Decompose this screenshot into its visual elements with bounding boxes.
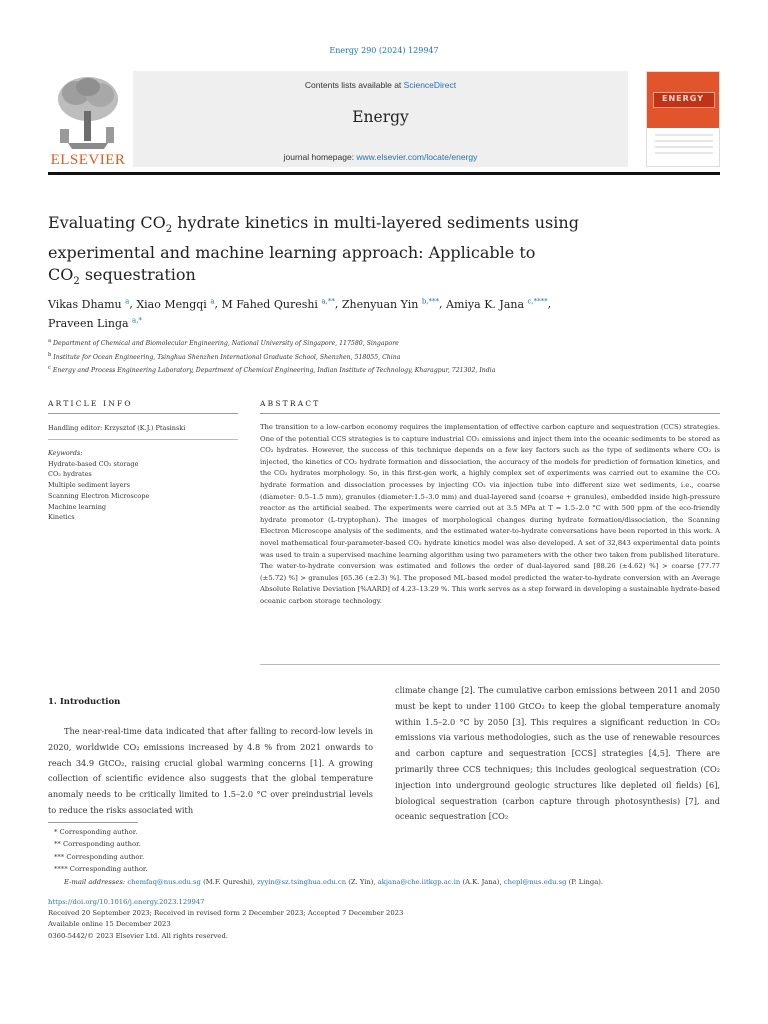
- email-link[interactable]: zyyin@sz.tsinghua.edu.cn: [257, 877, 347, 886]
- author[interactable]: M Fahed Qureshi $^{a,**}$: [221, 297, 335, 311]
- footnote: * Corresponding author.: [54, 828, 138, 836]
- abstract-body: The transition to a low-carbon economy requires the implementation of effective carbon capture and sequestration (CCS) strategies. One of the potential CCS strategies is to capture industrial CO₂ emissions and inject them into the oceanic sediments to be stored as CO₂ hydrates. However, the success of this technique depends on a few key factors such as the type of sediments where CO₂ is injected, the kinetics of CO₂ hydrate formation and dissociation, the accuracy of the models for prediction of formation kinetics, and the CO₂ hydrates morphology. So, in this first-gen work, a highly complex set of experiments was carried out to examine the CO₂ hydrate formation and dissociation processes by injecting CO₂ via injection tube into different size wet sediments, i.e., coarse (diameter: 0.5–1.5 mm), granules (diameter:1.5–3.0 mm) and dual-layered sand (coarse + granules), embedded inside high-pressure reactor as the artificial seabed. The experiments were carried out at 3.5 MPa at T = 1.5–2.0 °C with 500 ppm of the eco-friendly hydrate promotor (L-tryptophan). The images of morphological changes during hydrate formation/dissociation, the Scanning Electron Microscope analysis of the sediments, and the estimated water-to-hydrate conversations have been reported in this work. A novel mathematical four-parameter-based CO₂ hydrate kinetics model was also developed. A set of 32,843 experimental data points was used to train a supervised machine learning algorithm using two parameters with the other two taken from published literature. The water-to-hydrate conversion was estimated and follows the order of dual-layered sand [88.26 (±4.62) %] > coarse [77.77 (±5.72) %] > granules [65.36 (±2.3) %]. The proposed ML-based model predicted the water-to-hydrate conversion with an Average Absolute Relative Deviation [%AARD] of 4.23–13.29 %. This work serves as a step forward in developing a sustainable hydrate-based oceanic carbon storage technology.: [260, 423, 720, 605]
- abstract-heading: ABSTRACT: [260, 399, 321, 408]
- publisher-name: ELSEVIER: [50, 152, 126, 168]
- email-link[interactable]: akjana@che.iitkgp.ac.in: [377, 877, 461, 886]
- keywords-label: Keywords:: [48, 449, 83, 457]
- footnote-divider: [48, 822, 138, 823]
- author[interactable]: Xiao Mengqi $^a$: [136, 297, 215, 311]
- keyword: Scanning Electron Microscope: [48, 491, 150, 500]
- article-info-heading: ARTICLE INFO: [48, 399, 133, 408]
- keyword: Multiple sediment layers: [48, 481, 130, 490]
- journal-title: Energy: [352, 108, 409, 126]
- article-info-divider: [48, 413, 238, 414]
- keywords-block: [48, 448, 238, 523]
- cover-text-lines: [655, 134, 713, 158]
- keyword: CO₂ hydrates: [48, 470, 92, 479]
- cover-title: ENERGY: [662, 94, 704, 103]
- abstract-divider: [260, 413, 720, 414]
- author-list: Vikas Dhamu $^a$, Xiao Mengqi $^a$, M Fahed Qureshi $^{a,**}$, Zhenyuan Yin $^{b,***}$, Amiya K. Jana $^{c,****}$, Praveen Linga $^{a,*}$: [48, 297, 552, 331]
- author[interactable]: Vikas Dhamu $^a$: [48, 297, 130, 311]
- intro-paragraph-right: climate change [2]. The cumulative carbon emissions between 2011 and 2050 must be kept to under 1100 GtCO₂ to keep the global temperature anomaly within 1.5–2.0 °C by 2050 [3]. This requires a significant reduction in CO₂ emissions via various methodologies, such as the use of renewable resources and carbon capture and sequestration [CCS] strategies [4,5]. There are primarily three CCS techniques; this includes geological sequestration (CO₂ injection into underground geologic structures like depleted oil fields) [6], biological sequestration (carbon capture through photosynthesis) [7], and oceanic sequestration [CO₂: [395, 685, 720, 822]
- journal-homepage-line: [133, 152, 628, 162]
- author[interactable]: Amiya K. Jana $^{c,****}$: [446, 297, 548, 311]
- keyword: Hydrate-based CO₂ storage: [48, 459, 139, 468]
- title-line-2: experimental and machine learning approach: Applicable to: [48, 242, 536, 262]
- email-link[interactable]: chemfaq@nus.edu.sg: [127, 877, 201, 886]
- copyright: 0360-5442/© 2023 Elsevier Ltd. All rights reserved.: [48, 931, 228, 940]
- journal-cover-thumbnail[interactable]: [646, 71, 720, 167]
- handling-divider: [48, 439, 238, 440]
- abstract-bottom-divider: [260, 664, 720, 665]
- article-title: [48, 212, 608, 294]
- received-dates: Received 20 September 2023; Received in revised form 2 December 2023; Accepted 7 December 2023: [48, 909, 404, 918]
- section-heading-introduction: 1. Introduction: [48, 697, 121, 707]
- intro-paragraph-left: The near-real-time data indicated that after falling to record-low levels in 2020, worldwide CO₂ emissions increased by 4.8 % from 2021 onwards to reach 34.9 GtCO₂, raising crucial global warming concerns [1]. A growing collection of scientific evidence also suggests that the global temperature anomaly needs to be critically limited to 1.5–2.0 °C over preindustrial levels to reduce the risks associated with: [48, 726, 373, 815]
- footnote: ** Corresponding author.: [54, 840, 141, 849]
- affiliation: $^a$ Department of Chemical and Biomolecular Engineering, National University of Singapore, 117580, Singapore: [48, 338, 399, 348]
- author[interactable]: Praveen Linga $^{a,*}$: [48, 316, 142, 331]
- title-line-3: $CO_2$ sequestration: [48, 265, 196, 288]
- handling-editor: Handling editor: Krzysztof (K.J.) Ptasinski: [48, 424, 186, 432]
- contents-prefix: Contents lists available at: [304, 80, 404, 90]
- keyword: Machine learning: [48, 502, 107, 511]
- homepage-prefix: journal homepage:: [283, 152, 357, 162]
- affiliations: [48, 336, 720, 377]
- footnote: **** Corresponding author.: [54, 865, 148, 874]
- article-metadata: [48, 897, 720, 942]
- affiliation: $^b$ Institute for Ocean Engineering, Tsinghua Shenzhen International Graduate School, Shenzhen, 518055, China: [48, 351, 401, 361]
- email-link[interactable]: chepl@nus.edu.sg: [503, 877, 567, 886]
- footnote: *** Corresponding author.: [54, 852, 145, 861]
- available-online: Available online 15 December 2023: [48, 920, 171, 929]
- contents-line: [133, 80, 628, 90]
- affiliation: $^c$ Energy and Process Engineering Laboratory, Department of Chemical Engineering, Indian Institute of Technology, Kharagpur, 721302, India: [48, 365, 496, 375]
- sciencedirect-link[interactable]: ScienceDirect: [403, 80, 457, 90]
- email-addresses: E-mail addresses: chemfaq@nus.edu.sg (M.F. Qureshi), zyyin@sz.tsinghua.edu.cn (Z. Yin), akjana@che.iitkgp.ac.in (A.K. Jana), chepl@nus.edu.sg (P. Linga).: [64, 877, 604, 886]
- author[interactable]: Zhenyuan Yin $^{b,***}$: [341, 297, 440, 311]
- footnotes: [48, 826, 720, 888]
- homepage-link[interactable]: www.elsevier.com/locate/energy: [356, 152, 478, 162]
- keyword: Kinetics: [48, 513, 75, 522]
- doi-link[interactable]: https://doi.org/10.1016/j.energy.2023.129947: [48, 898, 205, 906]
- header-divider: [48, 172, 720, 175]
- title-line-1: Evaluating $CO_2$ hydrate kinetics in multi-layered sediments using: [48, 213, 579, 236]
- journal-citation[interactable]: Energy 290 (2024) 129947: [329, 46, 439, 55]
